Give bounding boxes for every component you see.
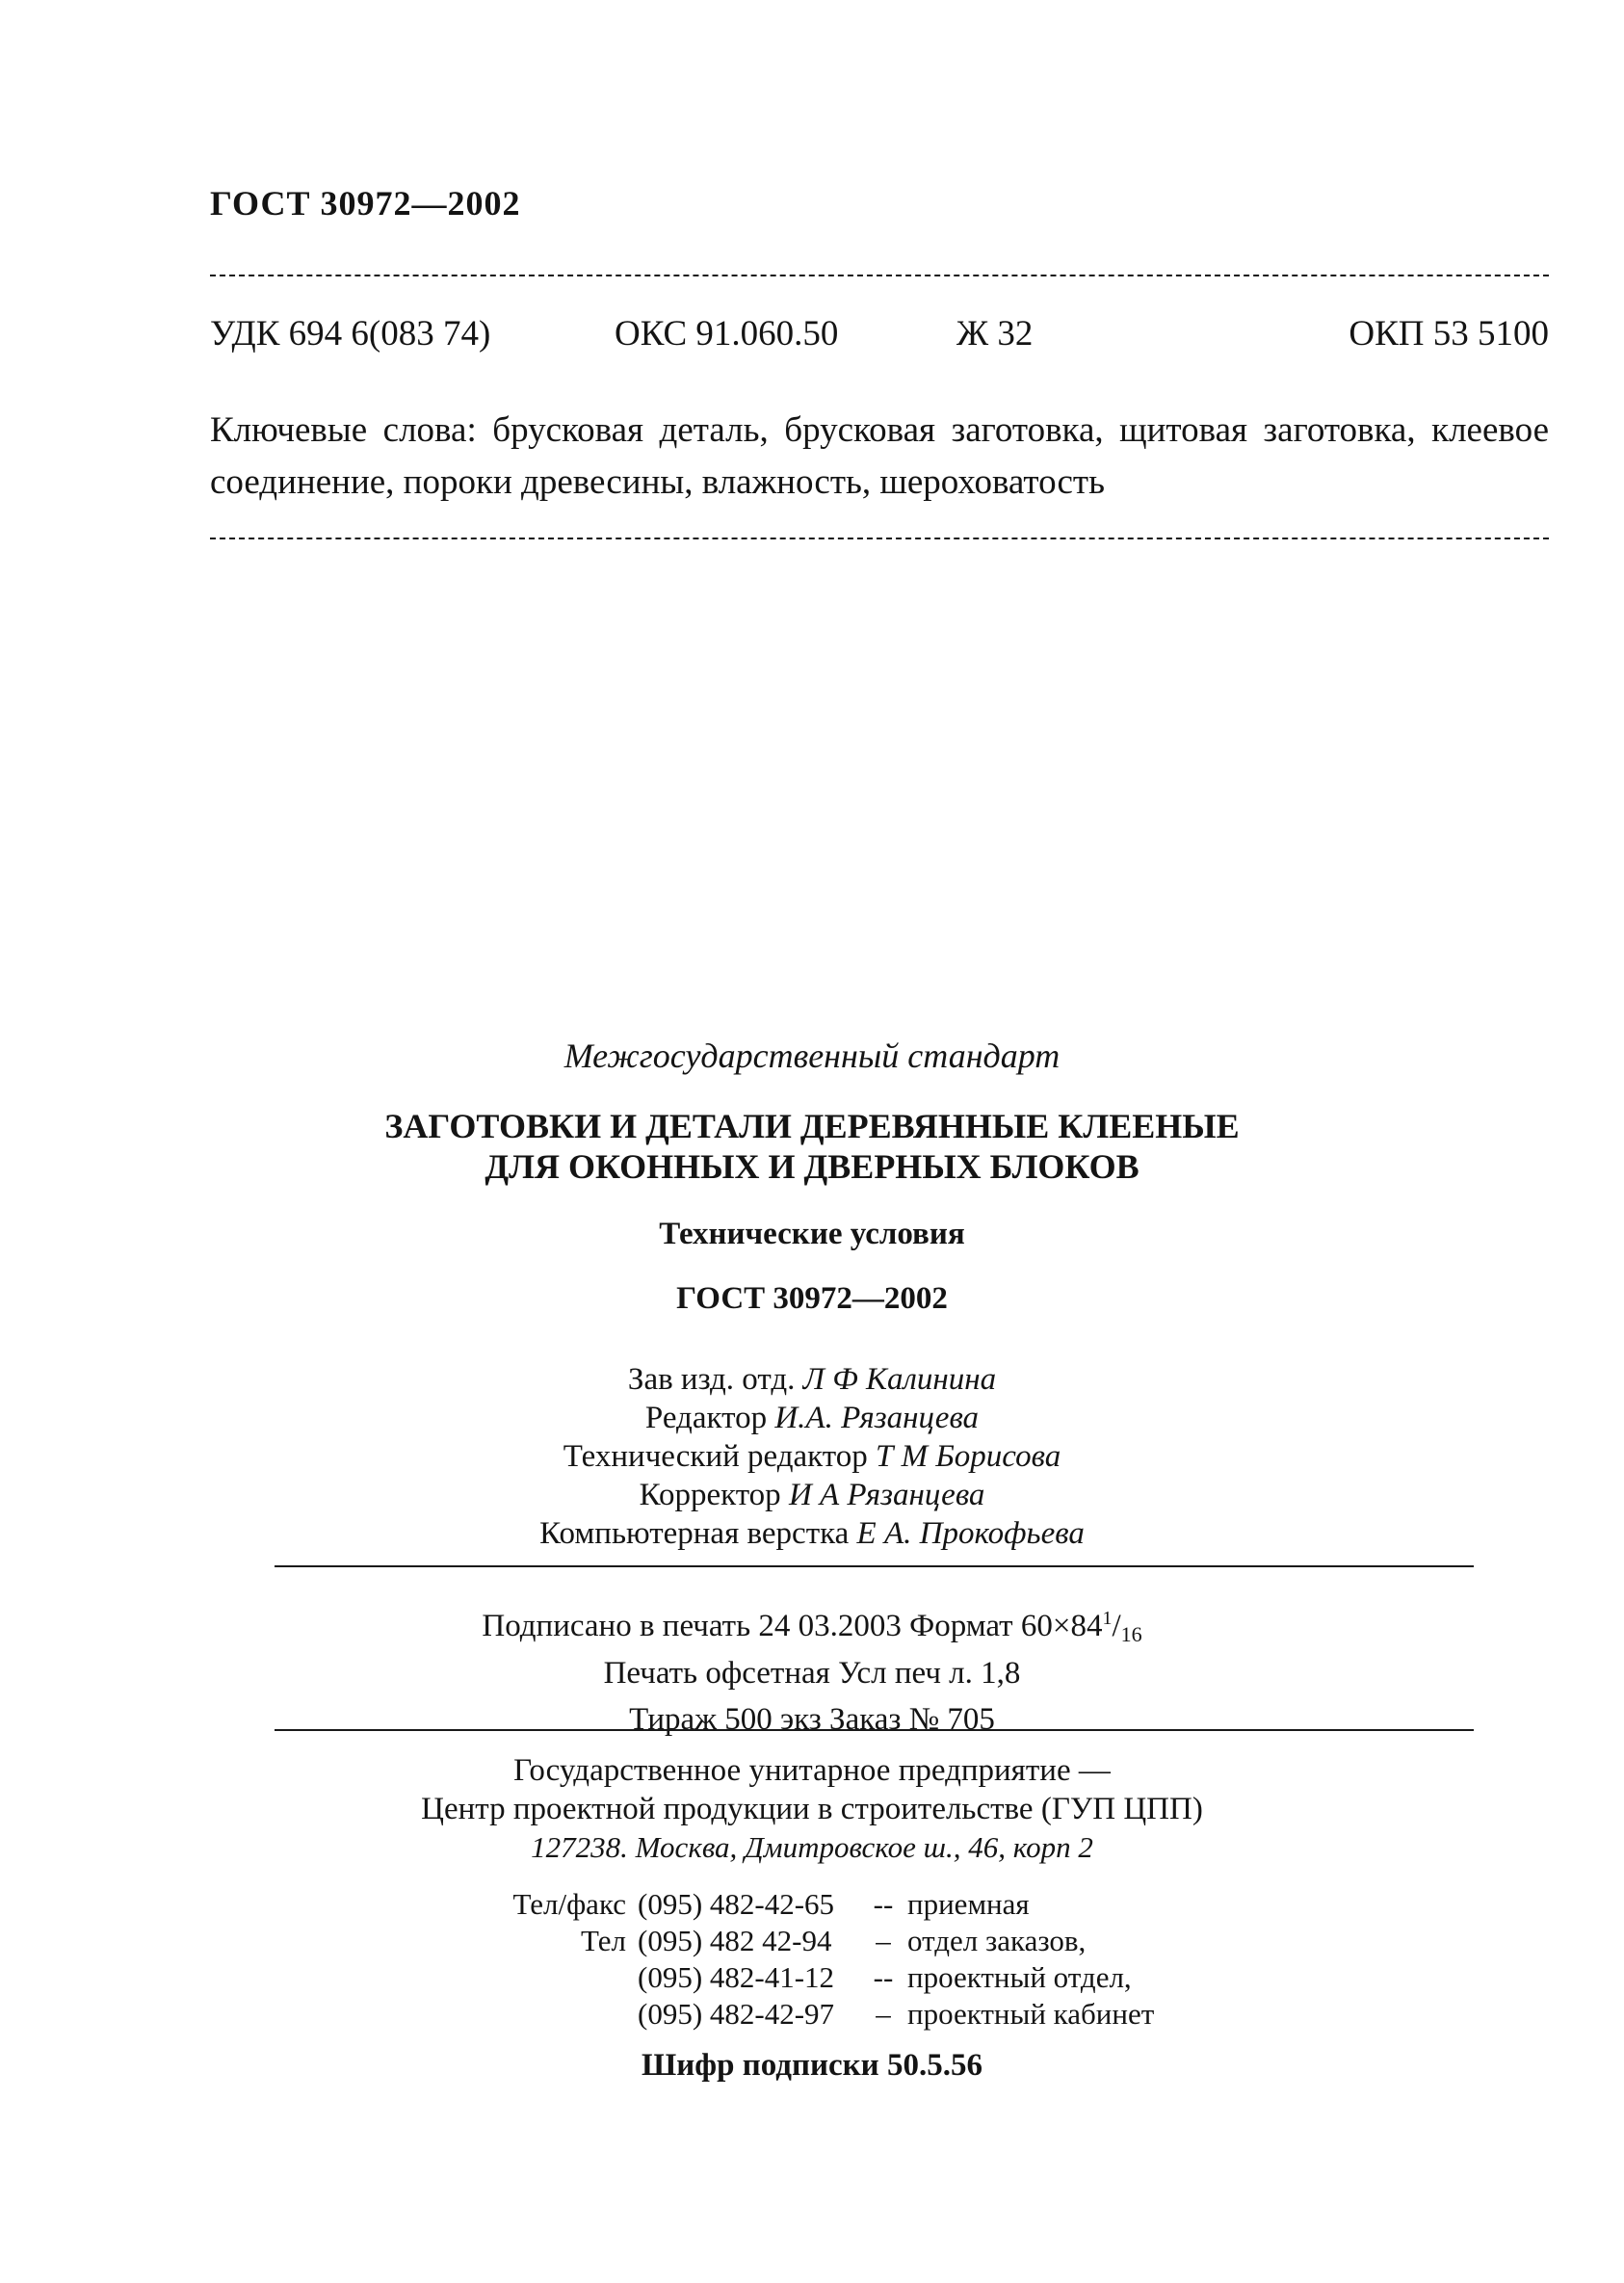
phone-dash: – bbox=[876, 1924, 891, 1957]
publisher-block bbox=[0, 1751, 1624, 1828]
print-signed: Подписано в печать 24 03.2003 Формат $60\times 84^1/_{16}$ bbox=[482, 1608, 1142, 1646]
page-header-title: ГОСТ 30972—2002 bbox=[210, 184, 521, 223]
okp-code: ОКП 53 5100 bbox=[1349, 314, 1549, 354]
credit-role: Зав изд. отд. bbox=[627, 1362, 796, 1397]
credit-name: Т М Борисова bbox=[876, 1439, 1061, 1474]
credit-role: Корректор bbox=[639, 1478, 781, 1512]
phone-label: Тел/факс bbox=[512, 1887, 626, 1921]
standard-type: Межгосударственный стандарт bbox=[563, 1037, 1061, 1075]
publisher-address: 127238. Москва, Дмитровское ш., 46, корп 2 bbox=[531, 1830, 1093, 1864]
print-run: Тираж 500 экз Заказ № 705 bbox=[629, 1702, 995, 1737]
print-method: Печать офсетная Усл печ л. 1,8 bbox=[603, 1656, 1021, 1691]
phone-label bbox=[453, 1959, 638, 1996]
phone-label: Тел bbox=[581, 1924, 626, 1957]
phone-department: проектный кабинет bbox=[907, 1997, 1155, 2031]
credit-line bbox=[0, 1476, 1624, 1514]
phone-number: (095) 482-42-97 bbox=[638, 1997, 835, 2031]
credit-name: Е А. Прокофьева bbox=[856, 1516, 1085, 1551]
publisher-line2: Центр проектной продукции в строительстве (ГУП ЦПП) bbox=[421, 1792, 1203, 1826]
phone-dash: -- bbox=[873, 1887, 894, 1921]
credit-line bbox=[0, 1514, 1624, 1553]
phone-row bbox=[453, 1996, 1154, 2033]
credit-name: И.А. Рязанцева bbox=[774, 1401, 980, 1435]
credit-role: Технический редактор bbox=[563, 1439, 868, 1474]
standard-title-line1: ЗАГОТОВКИ И ДЕТАЛИ ДЕРЕВЯННЫЕ КЛЕЕНЫЕ bbox=[384, 1107, 1240, 1145]
standard-title-line2: ДЛЯ ОКОННЫХ И ДВЕРНЫХ БЛОКОВ bbox=[485, 1147, 1139, 1186]
credit-line bbox=[0, 1360, 1624, 1399]
standard-subtitle: Технические условия bbox=[659, 1217, 965, 1251]
phone-number: (095) 482-41-12 bbox=[638, 1960, 835, 1994]
standard-code: ГОСТ 30972—2002 bbox=[676, 1281, 948, 1316]
keywords-paragraph: Ключевые слова: брусковая деталь, брусковая заготовка, щитовая заготовка, клеевое соединение, пороки древесины, влажность, шероховатость bbox=[210, 410, 1549, 502]
format-numerator: 1 bbox=[1102, 1608, 1113, 1629]
print-info bbox=[0, 1599, 1624, 1739]
phone-number: (095) 482 42-94 bbox=[638, 1924, 832, 1957]
phone-department: отдел заказов, bbox=[907, 1924, 1087, 1957]
phone-label bbox=[453, 1996, 638, 2033]
phone-row bbox=[453, 1923, 1154, 1959]
phone-dash: – bbox=[876, 1997, 891, 2031]
credits-divider bbox=[275, 1565, 1474, 1567]
header-divider bbox=[210, 275, 1549, 276]
print-signed-text: Подписано в печать 24 03.2003 Формат 60×84 bbox=[482, 1609, 1103, 1643]
phone-dash: -- bbox=[873, 1960, 894, 1994]
credit-name: Л Ф Калинина bbox=[802, 1362, 997, 1397]
phone-list bbox=[453, 1886, 1154, 2033]
phone-row bbox=[453, 1959, 1154, 1996]
credit-line bbox=[0, 1437, 1624, 1476]
credit-role: Редактор bbox=[644, 1401, 768, 1435]
phone-row bbox=[453, 1886, 1154, 1923]
phone-number: (095) 482-42-65 bbox=[638, 1887, 835, 1921]
print-divider bbox=[275, 1729, 1474, 1731]
credit-name: И А Рязанцева bbox=[788, 1478, 985, 1512]
publisher-line1: Государственное унитарное предприятие — bbox=[513, 1753, 1111, 1788]
oks-code: ОКС 91.060.50 bbox=[615, 314, 839, 354]
credit-line bbox=[0, 1399, 1624, 1437]
phone-department: проектный отдел, bbox=[907, 1960, 1132, 1994]
credit-role: Компьютерная верстка bbox=[539, 1516, 850, 1551]
phone-department: приемная bbox=[907, 1887, 1030, 1921]
subscription-cipher: Шифр подписки 50.5.56 bbox=[642, 2048, 982, 2083]
keywords-divider bbox=[210, 538, 1549, 539]
udk-code: УДК 694 6(083 74) bbox=[210, 314, 491, 354]
zh-code: Ж 32 bbox=[956, 314, 1034, 354]
format-denominator: 16 bbox=[1120, 1622, 1142, 1646]
credits-block bbox=[0, 1360, 1624, 1553]
standard-title bbox=[0, 1106, 1624, 1187]
classification-codes bbox=[210, 313, 1549, 354]
